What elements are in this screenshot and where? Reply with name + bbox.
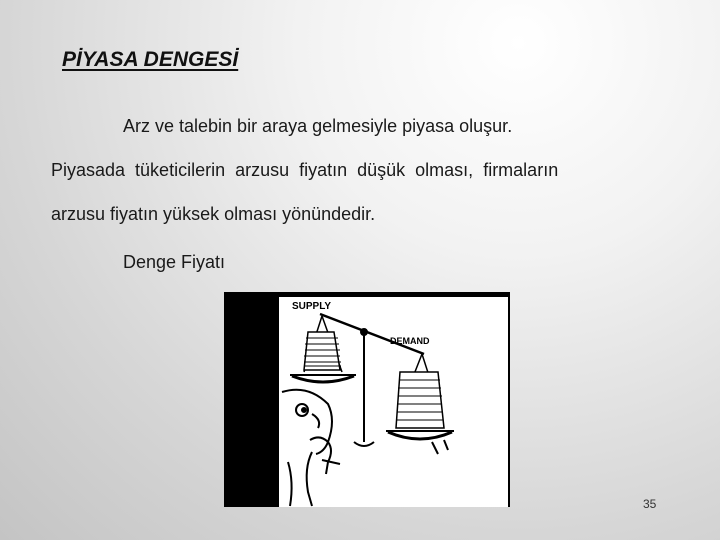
- drawing-background: [279, 297, 508, 507]
- demand-label: DEMAND: [390, 336, 430, 346]
- paragraph-3: arzusu fiyatın yüksek olması yönündedir.: [51, 204, 376, 224]
- page-number: 35: [643, 497, 657, 511]
- supply-label: SUPPLY: [292, 301, 332, 312]
- scale-drawing: [224, 292, 510, 507]
- paragraph-4: Denge Fiyatı: [123, 252, 226, 272]
- slide-title: PİYASA DENGESİ: [62, 48, 239, 71]
- paragraph-2: Piyasada tüketicilerin arzusu fiyatın düşük olması, firmaların: [51, 160, 559, 180]
- supply-demand-scale-illustration: [224, 292, 510, 507]
- paragraph-1: Arz ve talebin bir araya gelmesiyle piyasa oluşur.: [123, 116, 513, 136]
